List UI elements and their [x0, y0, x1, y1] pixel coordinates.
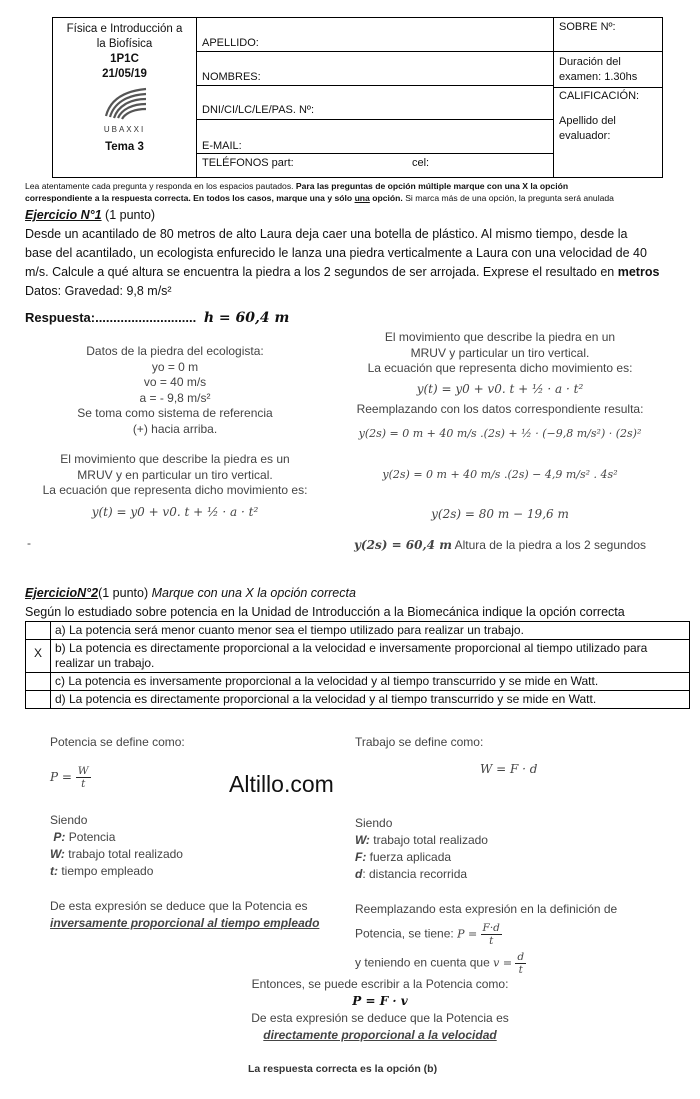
ej1-right-line2: MRUV y particular un tiro vertical. — [410, 345, 590, 360]
instructions-bold-3: En todos los casos, marque una y sólo — [193, 193, 353, 203]
ejercicio-1-respuesta — [25, 310, 289, 326]
logo-text: UBAXXI — [103, 125, 146, 134]
nombres-field[interactable]: NOMBRES: — [197, 52, 553, 86]
telefonos-field[interactable] — [197, 154, 553, 177]
instructions-bold: Para las preguntas de opción múltiple marque con una X la opción — [295, 181, 569, 191]
instructions-opcion: opción. — [372, 193, 403, 203]
option-row[interactable] — [26, 640, 690, 673]
ej2-right-f: F: fuerza aplicada — [355, 850, 452, 864]
ej2-right-reemp1: Reemplazando esta expresión en la definición de — [355, 902, 618, 916]
correct-answer: La respuesta correcta es la opción (b) — [248, 1063, 438, 1075]
ejercicio-1-text-line3 — [25, 263, 693, 282]
ejercicio-1-points: (1 punto) — [105, 208, 156, 222]
exam-meta — [554, 18, 662, 177]
ejercicio-2-title: EjercicioN°2 — [25, 586, 99, 600]
option-mark-cell[interactable] — [26, 622, 51, 640]
potencia-fv-equation: P = F · v — [352, 994, 408, 1008]
evaluador-line2: evaluador: — [559, 130, 611, 142]
ejercicio-1-text-line3-a: m/s. Calcule a qué altura se encuentra la piedra a los 2 segundos de ser arrojada. Exprese el resultado en — [25, 265, 615, 279]
conclusion-line3: directamente proporcional a la velocidad — [263, 1028, 497, 1042]
respuesta-label: Respuesta:............................ — [25, 310, 197, 325]
ej1-left-equation: y(t) = y0 + v0. t + ½ · a · t² — [91, 504, 259, 519]
ej1-left-line7: El movimiento que describe la piedra es un — [60, 452, 290, 466]
ejercicio-1-text-line1: Desde un acantilado de 80 metros de alto Laura deja caer una botella de plástico. Al mismo tiempo, desde la — [25, 227, 628, 241]
potencia-equation: P = $\frac{W}{t}$ — [50, 765, 89, 790]
ej1-left-line9: La ecuación que representa dicho movimiento es: — [42, 483, 308, 497]
ej1-right-result — [340, 538, 660, 554]
dni-field[interactable]: DNI/CI/LC/LE/PAS. Nº: — [197, 86, 553, 120]
option-mark-cell[interactable] — [26, 691, 51, 709]
ejercicio-1-datos: Datos: Gravedad: 9,8 m/s² — [25, 284, 172, 298]
ej1-left-line4: a = - 9,8 m/s² — [139, 390, 211, 405]
ej2-left-explanation — [50, 734, 350, 932]
exam-tema: Tema 3 — [105, 141, 144, 153]
ejercicio-2-points: (1 punto) — [98, 586, 149, 600]
ej1-left-line6: (+) hacia arriba. — [132, 421, 218, 436]
ubaxxi-logo-icon — [100, 86, 150, 120]
evaluador-label — [559, 114, 662, 144]
respuesta-value: h = 60,4 m — [203, 310, 290, 326]
ej2-right-siendo: Siendo — [355, 816, 393, 830]
course-name-line2: la Biofísica — [96, 38, 153, 50]
option-text: d) La potencia es directamente proporcional a la velocidad y al tiempo transcurrido y se mide en Watt. — [51, 691, 690, 709]
potencia-definition-label: Potencia se define como: — [50, 735, 185, 749]
ejercicio-2-heading — [25, 584, 693, 603]
option-row[interactable] — [26, 622, 690, 640]
ejercicio-2-question: Según lo estudiado sobre potencia en la Unidad de Introducción a la Biomecánica indique la opción correcta — [25, 605, 625, 619]
ejercicio-1-title: Ejercicio N°1 — [25, 208, 102, 222]
calificacion-field — [554, 88, 662, 177]
ej1-left-line1: Datos de la piedra del ecologista: — [86, 344, 264, 358]
ej2-left-w: W: trabajo total realizado — [50, 847, 183, 861]
ej1-dash: - — [27, 536, 31, 550]
ej2-right-reemp2: Potencia, se tiene: P = $\frac{F\cdot d}{t}$ — [355, 922, 500, 947]
instructions-line1 — [25, 180, 693, 192]
duracion-line1: Duración del — [559, 56, 621, 68]
ej1-right-line4: Reemplazando con los datos correspondiente resulta: — [356, 402, 644, 416]
option-mark-cell[interactable] — [26, 673, 51, 691]
ej1-right-equation3: y(2s) = 0 m + 40 m/s .(2s) − 4,9 m/s² . 4s² — [382, 468, 618, 481]
ej2-left-siendo: Siendo — [50, 813, 88, 827]
ejercicio-2-instruction: Marque con una X la opción correcta — [151, 586, 356, 600]
sobre-field: SOBRE Nº: — [554, 18, 662, 52]
telefonos-label: TELÉFONOS part: — [202, 157, 294, 169]
exam-date: 21/05/19 — [102, 68, 147, 80]
ej2-right-explanation — [355, 734, 685, 976]
watermark: Altillo.com — [229, 771, 334, 797]
course-name-line1: Física e Introducción a — [66, 23, 183, 35]
ej1-right-equation4: y(2s) = 80 m − 19,6 m — [431, 506, 569, 521]
options-table — [25, 621, 690, 709]
ejercicio-1-statement — [25, 206, 693, 301]
ej2-left-deduce-bold: inversamente proporcional al tiempo empleado — [50, 916, 320, 930]
ej1-result-text: Altura de la piedra a los 2 segundos — [454, 538, 647, 552]
instructions-bold-2: correspondiente a la respuesta correcta. — [25, 193, 191, 203]
cel-label: cel: — [412, 157, 430, 169]
evaluador-line1: Apellido del — [559, 115, 616, 127]
trabajo-definition-label: Trabajo se define como: — [355, 735, 484, 749]
ej2-left-deduce: De esta expresión se deduce que la Potencia es — [50, 899, 308, 913]
ejercicio-2-statement — [25, 584, 693, 622]
ej1-right-equation1: y(t) = y0 + v0. t + ½ · a · t² — [416, 381, 584, 396]
option-text: c) La potencia es inversamente proporcional a la velocidad y al tiempo transcurrido y se mide en Watt. — [51, 673, 690, 691]
exam-code: 1P1C — [110, 53, 139, 65]
option-text: b) La potencia es directamente proporcional a la velocidad e inversamente proporcional al tiempo utilizado para realizar un trabajo. — [51, 640, 690, 673]
ej2-right-d: d: distancia recorrida — [355, 867, 468, 881]
duracion-field — [554, 52, 662, 88]
option-row[interactable] — [26, 673, 690, 691]
conclusion-line2: De esta expresión se deduce que la Potencia es — [251, 1011, 509, 1025]
ej1-right-line1: El movimiento que describe la piedra en un — [384, 330, 616, 344]
ej2-left-t: t: tiempo empleado — [50, 864, 154, 878]
course-info — [53, 18, 197, 177]
ej1-left-line5: Se toma como sistema de referencia — [77, 406, 273, 420]
ej2-conclusion — [190, 976, 570, 1044]
ej2-left-p: P: Potencia — [53, 830, 116, 844]
ej1-left-line8: MRUV y en particular un tiro vertical. — [77, 467, 273, 482]
ej1-right-resolution — [340, 330, 660, 554]
ej1-left-line3: vo = 40 m/s — [143, 375, 207, 389]
ej1-right-equation2: y(2s) = 0 m + 40 m/s .(2s) + ½ · (−9,8 m/s²) · (2s)² — [358, 426, 642, 440]
ejercicio-1-metros: metros — [617, 265, 660, 279]
instructions-rest: Si marca más de una opción, la pregunta será anulada — [405, 193, 614, 203]
option-text: a) La potencia será menor cuanto menor sea el tiempo utilizado para realizar un trabajo. — [51, 622, 690, 640]
student-fields — [197, 18, 554, 177]
apellido-field[interactable]: APELLIDO: — [197, 18, 553, 52]
ej2-right-reemp3: y teniendo en cuenta que v = $\frac{d}{t}$ — [355, 951, 525, 976]
instructions-una: una — [354, 193, 370, 203]
duracion-line2: examen: 1.30hs — [559, 71, 638, 83]
conclusion-line1: Entonces, se puede escribir a la Potencia como: — [251, 977, 509, 991]
ej2-right-w: W: trabajo total realizado — [355, 833, 488, 847]
ej1-left-line2: yo = 0 m — [151, 359, 199, 374]
trabajo-equation: W = F · d — [480, 762, 538, 776]
exam-header — [52, 17, 663, 178]
ejercicio-1-text-line2: base del acantilado, un ecologista enfurecido le lanza una piedra verticalmente a Laura con una velocidad de 40 — [25, 246, 647, 260]
ejercicio-1-heading — [25, 206, 693, 225]
ej1-left-resolution — [25, 344, 325, 520]
ej1-right-line3: La ecuación que representa dicho movimiento es: — [367, 361, 633, 375]
ej1-result-value: y(2s) = 60,4 m — [353, 538, 452, 552]
instructions-line2 — [25, 192, 693, 204]
option-mark-cell[interactable]: X — [26, 640, 51, 673]
email-field[interactable]: E-MAIL: — [197, 120, 553, 154]
instructions-text: Lea atentamente cada pregunta y responda en los espacios pautados. — [25, 181, 294, 191]
instructions — [25, 180, 693, 204]
calificacion-label: CALIFICACIÓN: — [559, 90, 640, 102]
option-row[interactable] — [26, 691, 690, 709]
